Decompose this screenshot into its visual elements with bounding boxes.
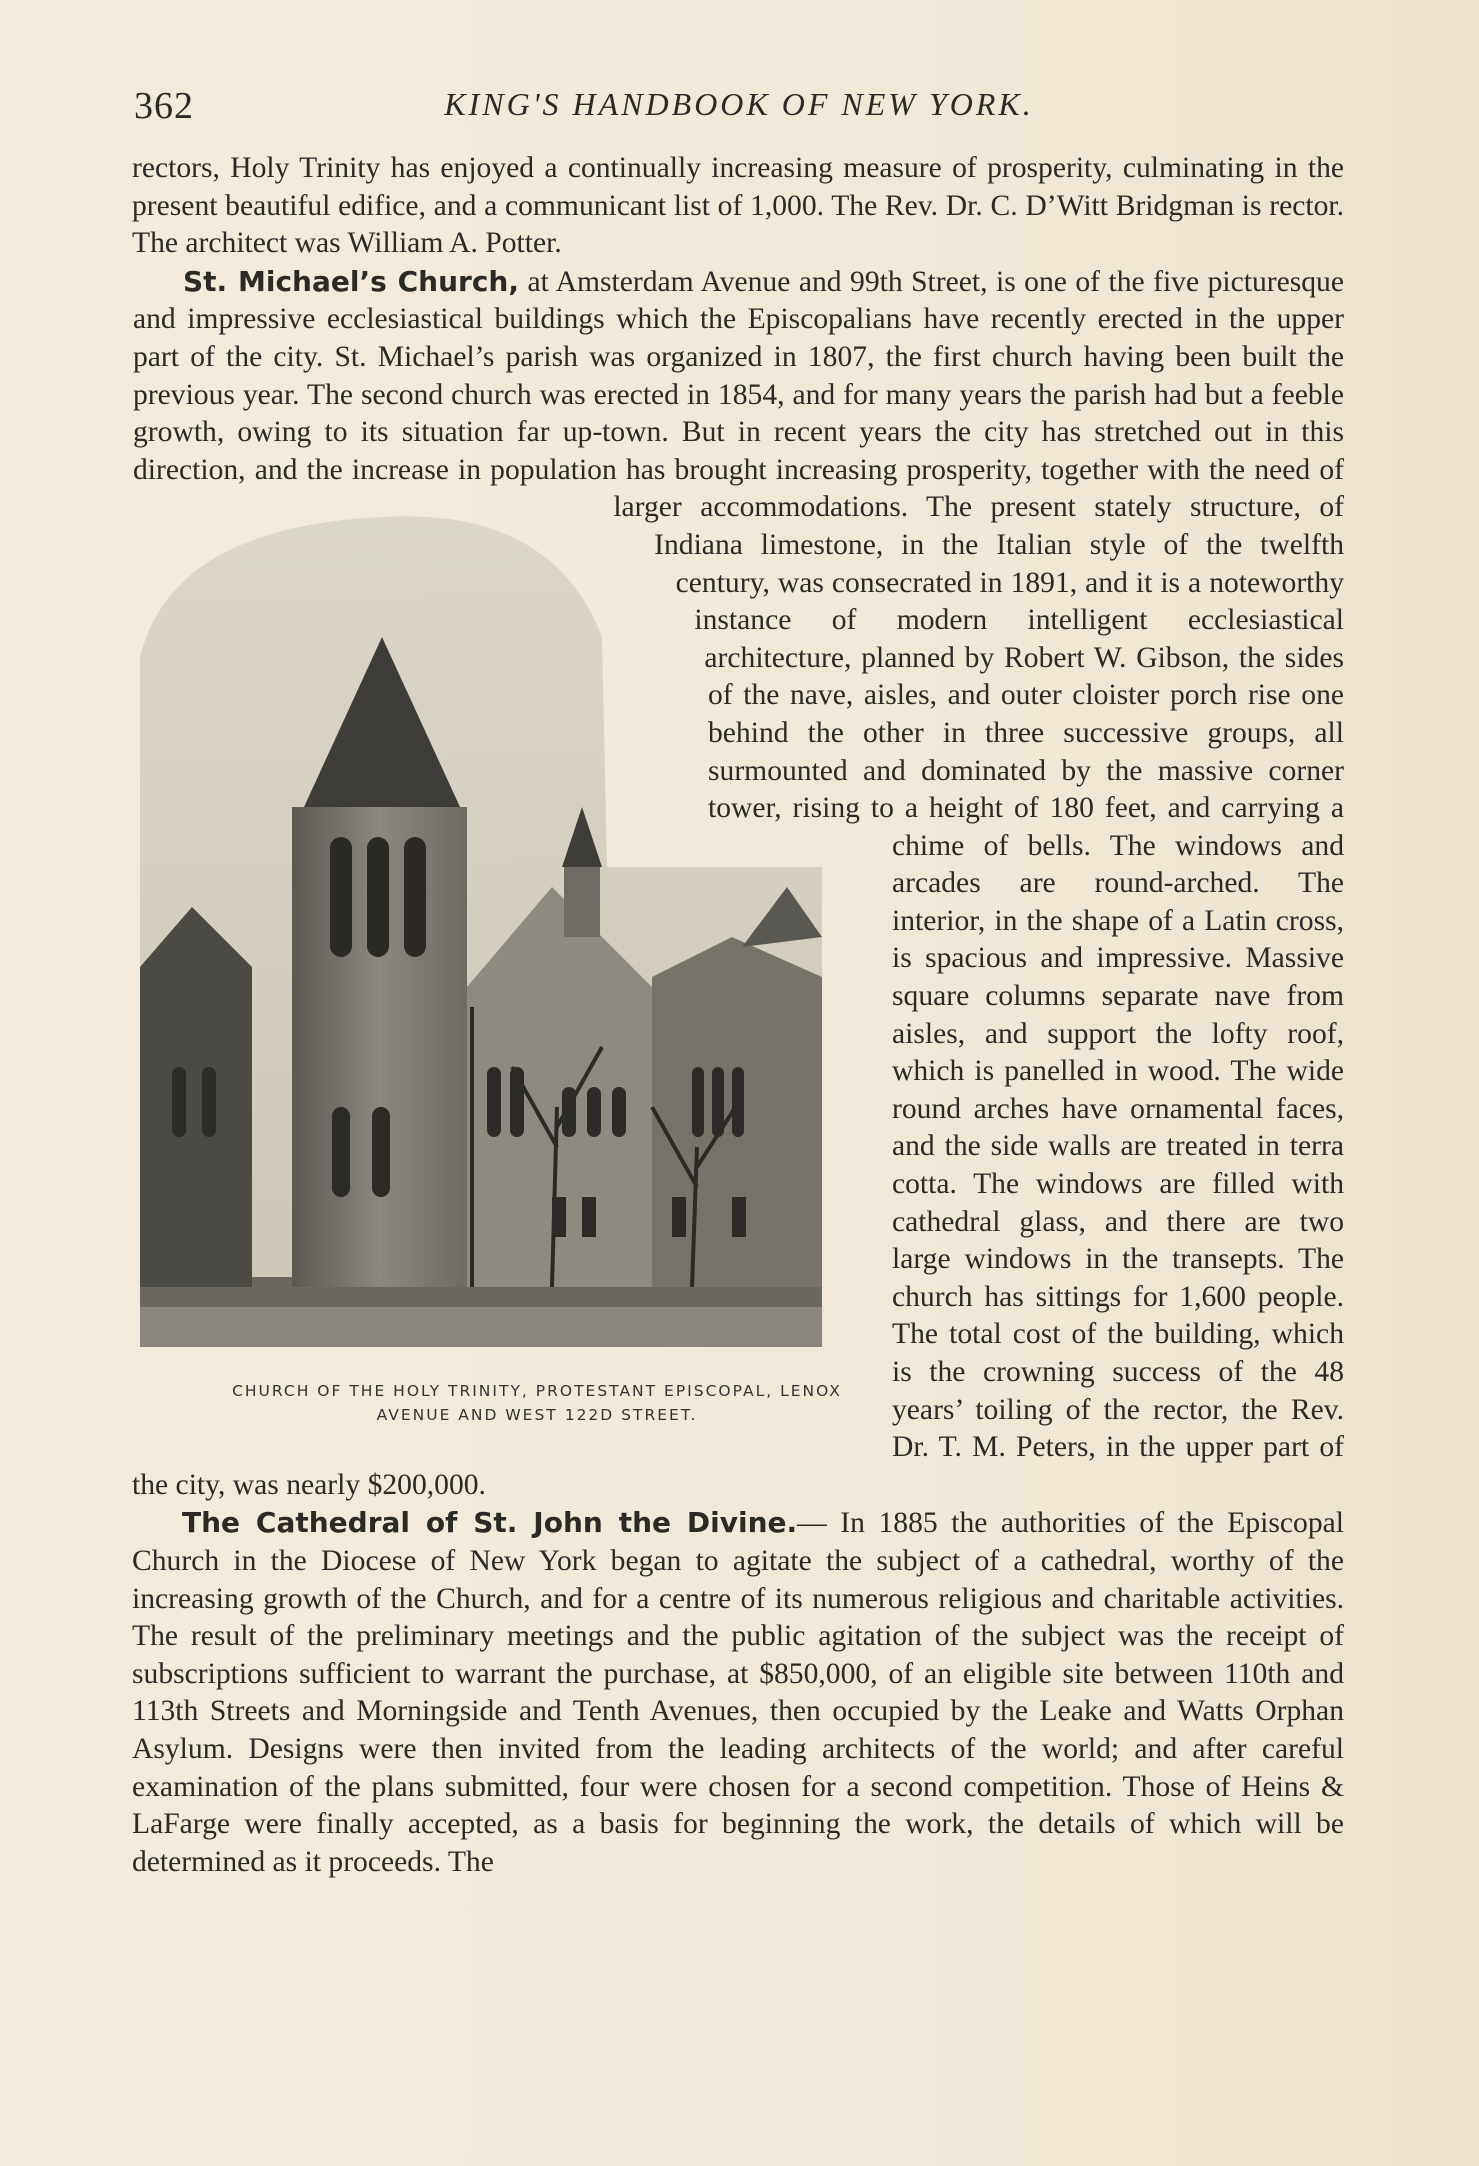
paragraph-text: at Amsterdam Avenue and 99th Street, is one of the five picturesque and impressive ecclesiastical buildings which the Episcopalians have recently erected in the upper part of the city. St. Michael’s parish was organized in 1807, the first church having been built the previous year. The second church was erected in 1854, and for many years the parish had but a feeble growth, owing to its situation far up-town. But in recent years the city has stretched out in this direction, and the increase in population has brought increasing prosperity, together with the need of larger accommodations. The present stately structure, of Indiana limestone, in the Italian style of the twelfth century, was consecrated in 1891, and it is a noteworthy instance of modern intelligent ecclesiastical architecture, planned by Robert W. Gibson, the sides of the nave, aisles, and outer cloister porch rise one behind the other in three successive groups, all surmounted and dominated by the massive corner tower, rising to a height of 180 feet, and carrying a chime of bells. The windows and arcades are round-arched. The interior, in the shape of a Latin cross, is spacious and impressive. Massive square columns separate nave from aisles, and support the lofty roof, which is panelled in wood. The wide round arches have ornamental faces, and the side walls are treated in terra cotta. The windows are filled with cathedral glass, and there are two large windows in the transepts. The church has sittings for 1,600 people. The total cost of the building, which is the crowning success of the 48 years’ toiling of the rector, the Rev. Dr. T. M. Peters, in the upper part of the city, was nearly $200,000. xyxy=(132,265,1344,1501)
paragraph-lead: The Cathedral of St. John the Divine. xyxy=(182,1506,798,1540)
church-illustration xyxy=(132,497,892,1467)
article-body xyxy=(132,150,1344,1881)
figure-caption xyxy=(132,1379,892,1427)
page-header xyxy=(134,84,1344,134)
caption-line-2: AVENUE AND WEST 122D STREET. xyxy=(376,1405,698,1424)
caption-line-1: CHURCH OF THE HOLY TRINITY, PROTESTANT EPISCOPAL, LENOX xyxy=(232,1381,842,1400)
paragraph-continuation xyxy=(132,150,1344,263)
page-number: 362 xyxy=(134,85,194,127)
paragraph-lead: St. Michael’s Church, xyxy=(183,264,519,298)
paragraph-cathedral xyxy=(132,1504,1344,1881)
running-title: KING'S HANDBOOK OF NEW YORK. xyxy=(444,86,1034,122)
paragraph-st-michaels xyxy=(132,263,1344,1505)
paragraph-text: — In 1885 the authorities of the Episcopal Church in the Diocese of New York began to agitate the subject of a cathedral, worthy of the increasing growth of the Church, and for a centre of its numerous religious and charitable activities. The result of the preliminary meetings and the public agitation of the subject was the receipt of subscriptions sufficient to warrant the purchase, at $850,000, of an eligible site between 110th and 113th Streets and Morningside and Tenth Avenues, then occupied by the Leake and Watts Orphan Asylum. Designs were then invited from the leading architects of the world; and after careful examination of the plans submitted, four were chosen for a second competition. Those of Heins & LaFarge were finally accepted, as a basis for beginning the work, the details of which will be determined as it proceeds. The xyxy=(132,1507,1344,1878)
paragraph-text: rectors, Holy Trinity has enjoyed a continually increasing measure of prosperity, culminating in the present beautiful edifice, and a communicant list of 1,000. The Rev. Dr. C. D’Witt Bridgman is rector. The architect was William A. Potter. xyxy=(132,152,1344,260)
church-engraving xyxy=(132,507,892,1397)
